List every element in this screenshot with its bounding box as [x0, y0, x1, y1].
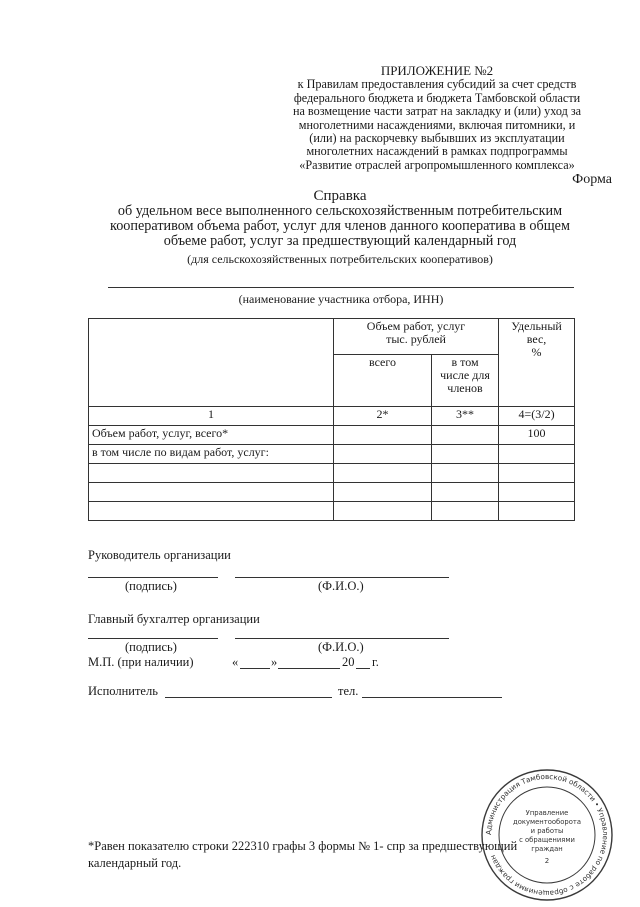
appendix-block	[278, 64, 596, 172]
head-label: Руководитель организации	[88, 548, 231, 562]
footnote-line: календарный год.	[88, 856, 182, 870]
accountant-name-caption: (Ф.И.О.)	[318, 640, 364, 654]
svg-text:и работы: и работы	[530, 827, 564, 835]
document-subtitle-note: (для сельскохозяйственных потребительских кооперативов)	[187, 251, 493, 266]
header-line: вес,	[526, 332, 547, 346]
table-row	[89, 483, 575, 502]
table-cell[interactable]	[89, 502, 334, 521]
volume-table	[88, 318, 575, 521]
table-cell[interactable]	[432, 502, 499, 521]
footnote-line: *Равен показателю строки 222310 графы 3 формы № 1- спр за предшествующий	[88, 839, 518, 853]
header-line: Удельный	[511, 319, 562, 333]
accountant-signature-caption: (подпись)	[125, 640, 177, 654]
header-line: в том	[451, 355, 479, 369]
svg-text:2: 2	[544, 857, 550, 865]
table-cell[interactable]	[432, 483, 499, 502]
table-cell[interactable]	[499, 445, 575, 464]
table-header-row	[89, 319, 575, 355]
table-cell[interactable]	[432, 426, 499, 445]
table-header-empty-cell	[89, 319, 334, 407]
head-name-caption: (Ф.И.О.)	[318, 579, 364, 593]
head-name-line	[235, 577, 449, 578]
total-column-header: всего	[334, 355, 432, 407]
table-cell[interactable]	[334, 445, 432, 464]
official-stamp	[478, 768, 616, 902]
appendix-line: «Развитие отраслей агропромышленного комплекса»	[299, 157, 575, 172]
svg-text:граждан: граждан	[531, 845, 563, 853]
table-row	[89, 445, 575, 464]
header-line: числе для	[440, 368, 490, 382]
table-cell[interactable]	[334, 426, 432, 445]
header-line: %	[531, 345, 542, 359]
head-signature-caption: (подпись)	[125, 579, 177, 593]
row-total-share: 100	[499, 426, 575, 445]
table-cell[interactable]	[334, 483, 432, 502]
header-line: членов	[447, 381, 483, 395]
table-cell[interactable]	[89, 483, 334, 502]
date-year-line	[356, 668, 370, 669]
table-cell[interactable]	[499, 483, 575, 502]
table-cell[interactable]	[89, 464, 334, 483]
participant-name-line	[108, 287, 574, 288]
document-subtitle-line: объеме работ, услуг за предшествующий календарный год	[163, 233, 517, 250]
table-row	[89, 502, 575, 521]
document-subtitle-line: кооперативом объема работ, услуг для членов данного кооператива в общем	[110, 218, 570, 235]
volume-group-header	[334, 319, 499, 355]
header-line: Объем работ, услуг	[366, 319, 466, 333]
accountant-signature-line	[88, 638, 218, 639]
table-cell[interactable]	[499, 464, 575, 483]
form-label: Форма	[572, 172, 612, 187]
row-by-type-label: в том числе по видам работ, услуг:	[89, 445, 334, 464]
stamp-icon	[478, 768, 616, 902]
column-number: 1	[89, 407, 334, 426]
document-title: Справка	[313, 188, 367, 204]
accountant-name-line	[235, 638, 449, 639]
table-row	[89, 464, 575, 483]
appendix-line: многолетних насаждений в рамках подпрограммы	[306, 144, 568, 159]
row-total-label: Объем работ, услуг, всего*	[89, 426, 334, 445]
participant-caption: (наименование участника отбора, ИНН)	[238, 292, 444, 306]
executor-name-line	[165, 697, 332, 698]
table-cell[interactable]	[334, 502, 432, 521]
appendix-line: многолетними насаждениями, включая питомники, и	[298, 117, 576, 132]
table-cell[interactable]	[432, 445, 499, 464]
date-month-line	[278, 668, 340, 669]
appendix-line: (или) на раскорчевку выбывших из эксплуатации	[309, 131, 565, 146]
table-cell[interactable]	[432, 464, 499, 483]
footnote	[88, 838, 593, 872]
seal-label: М.П. (при наличии)	[88, 655, 194, 669]
share-header	[499, 319, 575, 407]
phone-line	[362, 697, 502, 698]
document-subtitle-line: об удельном весе выполненного сельскохозяйственным потребительским	[117, 203, 563, 219]
date-close-quote: »	[271, 655, 278, 669]
column-number: 3**	[432, 407, 499, 426]
svg-text:документооборота: документооборота	[513, 818, 581, 826]
executor-label: Исполнитель	[88, 684, 158, 698]
accountant-label: Главный бухгалтер организации	[88, 612, 260, 626]
table-number-row	[89, 407, 575, 426]
date-year-suffix: г.	[372, 655, 379, 669]
header-line: тыс. рублей	[386, 332, 446, 346]
table-row	[89, 426, 575, 445]
appendix-line: к Правилам предоставления субсидий за счет средств	[297, 77, 577, 92]
svg-text:с обращениями: с обращениями	[519, 836, 575, 844]
date-year-prefix: 20	[342, 655, 355, 669]
date-open-quote: «	[232, 655, 239, 669]
column-number: 4=(3/2)	[499, 407, 575, 426]
table-cell[interactable]	[499, 502, 575, 521]
phone-label: тел.	[338, 684, 359, 698]
appendix-line: на возмещение части затрат на закладку и (или) уход за	[292, 104, 582, 119]
appendix-line: федерального бюджета и бюджета Тамбовской области	[293, 90, 581, 105]
column-number: 2*	[334, 407, 432, 426]
svg-text:Управление: Управление	[525, 809, 569, 817]
document-title-block	[70, 188, 610, 267]
appendix-heading: ПРИЛОЖЕНИЕ №2	[380, 63, 494, 78]
date-day-line	[240, 668, 270, 669]
table-cell[interactable]	[334, 464, 432, 483]
svg-text:Администрация Тамбовской облас: Администрация Тамбовской области • Управление по работе с обращениями граждан	[483, 771, 611, 899]
head-signature-line	[88, 577, 218, 578]
members-column-header	[432, 355, 499, 407]
